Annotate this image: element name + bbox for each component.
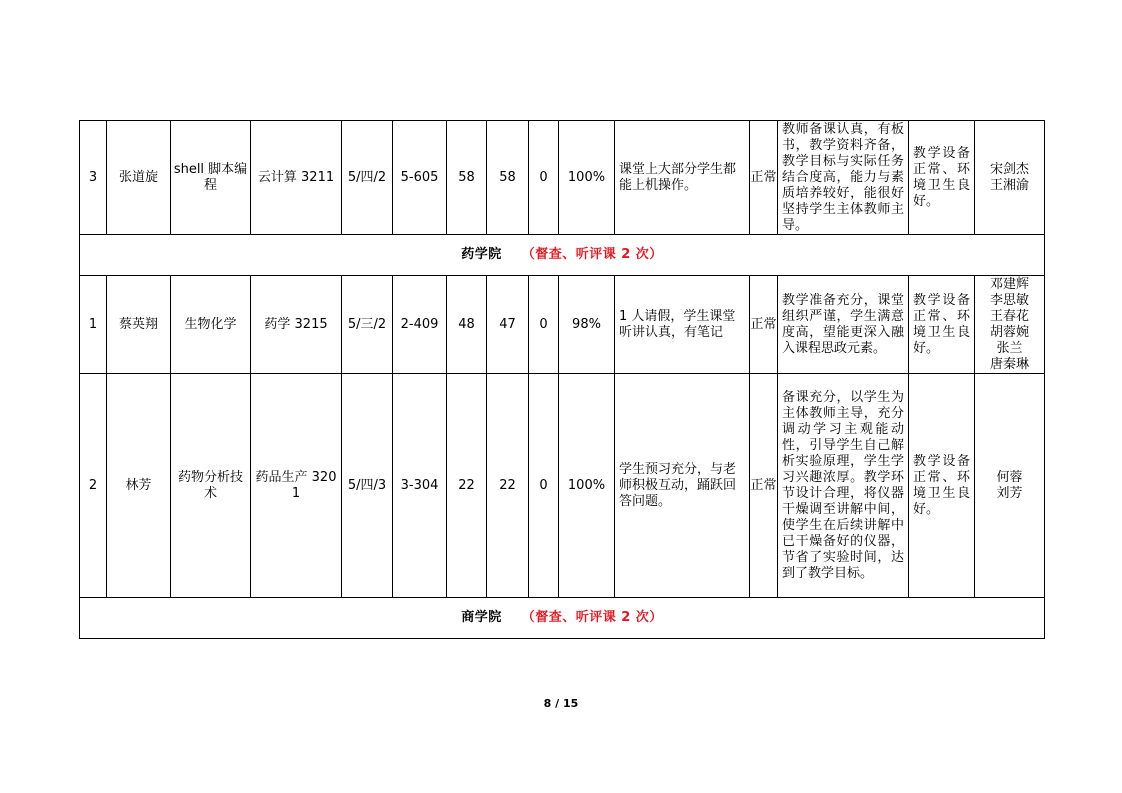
classroom: 2-409	[393, 276, 447, 374]
teaching-evaluation: 教学准备充分，课堂组织严谨，学生满意度高，望能更深入融入课程思政元素。	[778, 276, 909, 374]
attended-count: 58	[487, 121, 529, 235]
enrolled-count: 58	[447, 121, 487, 235]
section-note: （督查、听评课 2 次）	[521, 247, 663, 262]
class-time: 5/四/3	[342, 374, 393, 598]
absent-count: 0	[529, 374, 559, 598]
course-name: 药物分析技术	[171, 374, 251, 598]
order-status: 正常	[750, 276, 778, 374]
row-number: 3	[80, 121, 107, 235]
section-header-row	[80, 598, 1045, 639]
inspection-table	[79, 120, 1045, 639]
section-title: 药学院	[461, 247, 502, 262]
section-header	[80, 235, 1045, 276]
table-row	[80, 276, 1045, 374]
classroom: 3-304	[393, 374, 447, 598]
class-name: 药品生产 3201	[251, 374, 342, 598]
teacher-name: 林芳	[107, 374, 171, 598]
environment-status: 教学设备正常、环境卫生良好。	[909, 121, 975, 235]
class-situation: 学生预习充分，与老师积极互动，踊跃回答问题。	[615, 374, 750, 598]
classroom: 5-605	[393, 121, 447, 235]
section-header	[80, 598, 1045, 639]
class-name: 云计算 3211	[251, 121, 342, 235]
table-row	[80, 374, 1045, 598]
attendance-rate: 100%	[559, 374, 615, 598]
teaching-evaluation: 备课充分，以学生为主体教师主导，充分调动学习主观能动性，引导学生自己解析实验原理，学生学习兴趣浓厚。教学环节设计合理，将仪器干燥调至讲解中间，使学生在后续讲解中已干燥备好的仪器，节省了实验时间，达到了教学目标。	[778, 374, 909, 598]
supervisors: 邓建辉 李思敏 王春花 胡蓉婉 张兰 唐秦琳	[975, 276, 1045, 374]
section-title: 商学院	[461, 610, 502, 625]
teacher-name: 蔡英翔	[107, 276, 171, 374]
table-row	[80, 121, 1045, 235]
attendance-rate: 100%	[559, 121, 615, 235]
course-name: shell 脚本编程	[171, 121, 251, 235]
class-situation: 1 人请假，学生课堂听讲认真，有笔记	[615, 276, 750, 374]
course-name: 生物化学	[171, 276, 251, 374]
absent-count: 0	[529, 121, 559, 235]
attended-count: 47	[487, 276, 529, 374]
absent-count: 0	[529, 276, 559, 374]
class-time: 5/三/2	[342, 276, 393, 374]
teacher-name: 张道旋	[107, 121, 171, 235]
enrolled-count: 48	[447, 276, 487, 374]
enrolled-count: 22	[447, 374, 487, 598]
page-number: 8 / 15	[543, 697, 579, 710]
row-number: 2	[80, 374, 107, 598]
teaching-evaluation: 教师备课认真，有板书，教学资料齐备，教学目标与实际任务结合度高，能力与素质培养较好，能很好坚持学生主体教师主导。	[778, 121, 909, 235]
supervisors: 何蓉 刘芳	[975, 374, 1045, 598]
class-name: 药学 3215	[251, 276, 342, 374]
order-status: 正常	[750, 374, 778, 598]
section-header-row	[80, 235, 1045, 276]
attended-count: 22	[487, 374, 529, 598]
supervisors: 宋剑杰 王湘渝	[975, 121, 1045, 235]
order-status: 正常	[750, 121, 778, 235]
environment-status: 教学设备正常、环境卫生良好。	[909, 374, 975, 598]
class-situation: 课堂上大部分学生都能上机操作。	[615, 121, 750, 235]
environment-status: 教学设备正常、环境卫生良好。	[909, 276, 975, 374]
row-number: 1	[80, 276, 107, 374]
attendance-rate: 98%	[559, 276, 615, 374]
class-time: 5/四/2	[342, 121, 393, 235]
section-note: （督查、听评课 2 次）	[521, 610, 663, 625]
